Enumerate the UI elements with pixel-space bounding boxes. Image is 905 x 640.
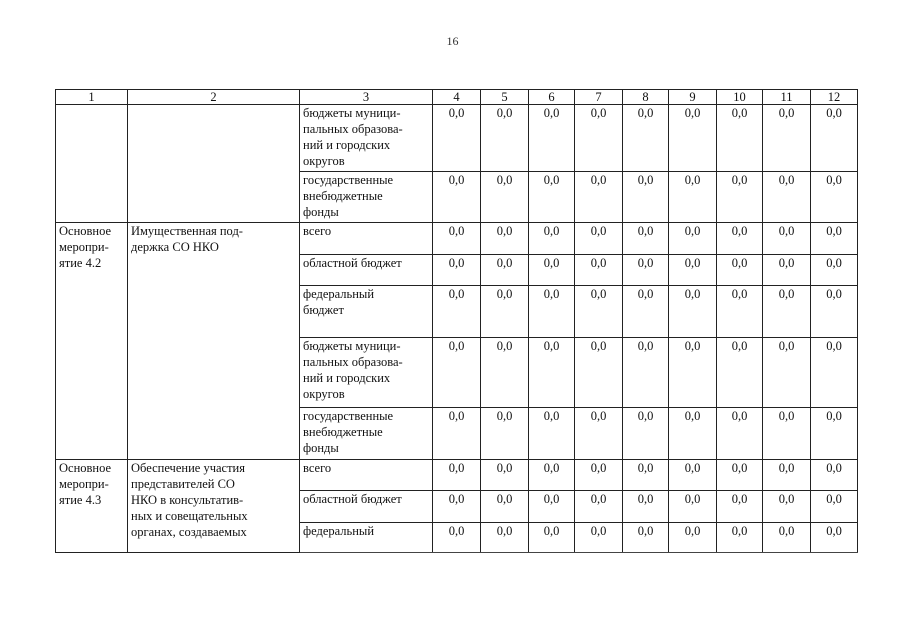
value-cell: 0,0 — [575, 223, 623, 255]
value-cell: 0,0 — [529, 408, 575, 460]
value-cell: 0,0 — [481, 491, 529, 523]
value-cell: 0,0 — [575, 255, 623, 286]
funding-source-cell: бюджеты муници- пальных образова- ний и городских округов — [300, 105, 433, 172]
value-cell: 0,0 — [481, 523, 529, 553]
value-cell: 0,0 — [763, 338, 811, 408]
value-cell: 0,0 — [811, 255, 858, 286]
value-cell: 0,0 — [717, 105, 763, 172]
funding-source-cell: областной бюджет — [300, 491, 433, 523]
column-header-4: 4 — [433, 90, 481, 105]
value-cell: 0,0 — [433, 286, 481, 338]
column-header-12: 12 — [811, 90, 858, 105]
activity-cell — [56, 105, 128, 223]
funding-source-cell: всего — [300, 460, 433, 491]
value-cell: 0,0 — [529, 223, 575, 255]
value-cell: 0,0 — [763, 408, 811, 460]
column-header-10: 10 — [717, 90, 763, 105]
page-number: 16 — [446, 34, 459, 48]
value-cell: 0,0 — [481, 172, 529, 223]
funding-source-cell: федеральный — [300, 523, 433, 553]
value-cell: 0,0 — [717, 408, 763, 460]
table-row — [56, 460, 858, 491]
value-cell: 0,0 — [575, 338, 623, 408]
value-cell: 0,0 — [811, 338, 858, 408]
value-cell: 0,0 — [481, 460, 529, 491]
value-cell: 0,0 — [433, 172, 481, 223]
column-header-9: 9 — [669, 90, 717, 105]
value-cell: 0,0 — [623, 523, 669, 553]
description-cell — [128, 105, 300, 223]
funding-source-cell: государственные внебюджетные фонды — [300, 172, 433, 223]
value-cell: 0,0 — [529, 105, 575, 172]
value-cell: 0,0 — [717, 460, 763, 491]
value-cell: 0,0 — [669, 523, 717, 553]
value-cell: 0,0 — [811, 523, 858, 553]
value-cell: 0,0 — [763, 255, 811, 286]
value-cell: 0,0 — [529, 523, 575, 553]
column-header-1: 1 — [56, 90, 128, 105]
funding-source-cell: федеральный бюджет — [300, 286, 433, 338]
budget-table — [55, 89, 858, 553]
value-cell: 0,0 — [433, 338, 481, 408]
value-cell: 0,0 — [575, 523, 623, 553]
value-cell: 0,0 — [623, 460, 669, 491]
value-cell: 0,0 — [575, 105, 623, 172]
value-cell: 0,0 — [481, 223, 529, 255]
value-cell: 0,0 — [669, 408, 717, 460]
value-cell: 0,0 — [811, 460, 858, 491]
value-cell: 0,0 — [433, 491, 481, 523]
funding-source-cell: областной бюджет — [300, 255, 433, 286]
funding-source-cell: бюджеты муници- пальных образова- ний и городских округов — [300, 338, 433, 408]
header-row — [56, 90, 858, 105]
column-header-5: 5 — [481, 90, 529, 105]
value-cell: 0,0 — [669, 105, 717, 172]
value-cell: 0,0 — [811, 223, 858, 255]
value-cell: 0,0 — [529, 460, 575, 491]
value-cell: 0,0 — [669, 491, 717, 523]
value-cell: 0,0 — [529, 286, 575, 338]
value-cell: 0,0 — [669, 460, 717, 491]
value-cell: 0,0 — [669, 338, 717, 408]
description-cell: Имущественная под- держка СО НКО — [128, 223, 300, 460]
value-cell: 0,0 — [481, 105, 529, 172]
value-cell: 0,0 — [763, 460, 811, 491]
value-cell: 0,0 — [433, 408, 481, 460]
value-cell: 0,0 — [811, 408, 858, 460]
table-body — [56, 90, 858, 553]
value-cell: 0,0 — [575, 408, 623, 460]
value-cell: 0,0 — [717, 255, 763, 286]
value-cell: 0,0 — [575, 491, 623, 523]
value-cell: 0,0 — [529, 338, 575, 408]
value-cell: 0,0 — [763, 172, 811, 223]
value-cell: 0,0 — [717, 286, 763, 338]
activity-cell: Основное меропри- ятие 4.3 — [56, 460, 128, 553]
funding-source-cell: всего — [300, 223, 433, 255]
column-header-6: 6 — [529, 90, 575, 105]
value-cell: 0,0 — [717, 491, 763, 523]
value-cell: 0,0 — [763, 491, 811, 523]
value-cell: 0,0 — [669, 172, 717, 223]
column-header-11: 11 — [763, 90, 811, 105]
value-cell: 0,0 — [717, 338, 763, 408]
value-cell: 0,0 — [433, 523, 481, 553]
value-cell: 0,0 — [481, 408, 529, 460]
value-cell: 0,0 — [669, 286, 717, 338]
column-header-7: 7 — [575, 90, 623, 105]
value-cell: 0,0 — [529, 255, 575, 286]
value-cell: 0,0 — [433, 460, 481, 491]
value-cell: 0,0 — [575, 286, 623, 338]
funding-source-cell: государственные внебюджетные фонды — [300, 408, 433, 460]
value-cell: 0,0 — [811, 286, 858, 338]
value-cell: 0,0 — [623, 105, 669, 172]
value-cell: 0,0 — [623, 338, 669, 408]
value-cell: 0,0 — [623, 255, 669, 286]
value-cell: 0,0 — [481, 338, 529, 408]
value-cell: 0,0 — [811, 172, 858, 223]
value-cell: 0,0 — [623, 408, 669, 460]
value-cell: 0,0 — [669, 223, 717, 255]
value-cell: 0,0 — [433, 255, 481, 286]
value-cell: 0,0 — [623, 223, 669, 255]
value-cell: 0,0 — [669, 255, 717, 286]
value-cell: 0,0 — [763, 105, 811, 172]
value-cell: 0,0 — [717, 172, 763, 223]
value-cell: 0,0 — [481, 255, 529, 286]
value-cell: 0,0 — [575, 460, 623, 491]
value-cell: 0,0 — [717, 523, 763, 553]
column-header-8: 8 — [623, 90, 669, 105]
value-cell: 0,0 — [763, 223, 811, 255]
column-header-3: 3 — [300, 90, 433, 105]
value-cell: 0,0 — [529, 172, 575, 223]
value-cell: 0,0 — [433, 105, 481, 172]
value-cell: 0,0 — [763, 523, 811, 553]
description-cell: Обеспечение участия представителей СО НКО в консультатив- ных и совещательных органах, создаваемых — [128, 460, 300, 553]
value-cell: 0,0 — [623, 286, 669, 338]
value-cell: 0,0 — [575, 172, 623, 223]
activity-cell: Основное меропри- ятие 4.2 — [56, 223, 128, 460]
value-cell: 0,0 — [433, 223, 481, 255]
table-row — [56, 105, 858, 172]
value-cell: 0,0 — [529, 491, 575, 523]
value-cell: 0,0 — [811, 491, 858, 523]
value-cell: 0,0 — [623, 172, 669, 223]
value-cell: 0,0 — [623, 491, 669, 523]
value-cell: 0,0 — [811, 105, 858, 172]
value-cell: 0,0 — [763, 286, 811, 338]
table-row — [56, 223, 858, 255]
value-cell: 0,0 — [481, 286, 529, 338]
column-header-2: 2 — [128, 90, 300, 105]
value-cell: 0,0 — [717, 223, 763, 255]
